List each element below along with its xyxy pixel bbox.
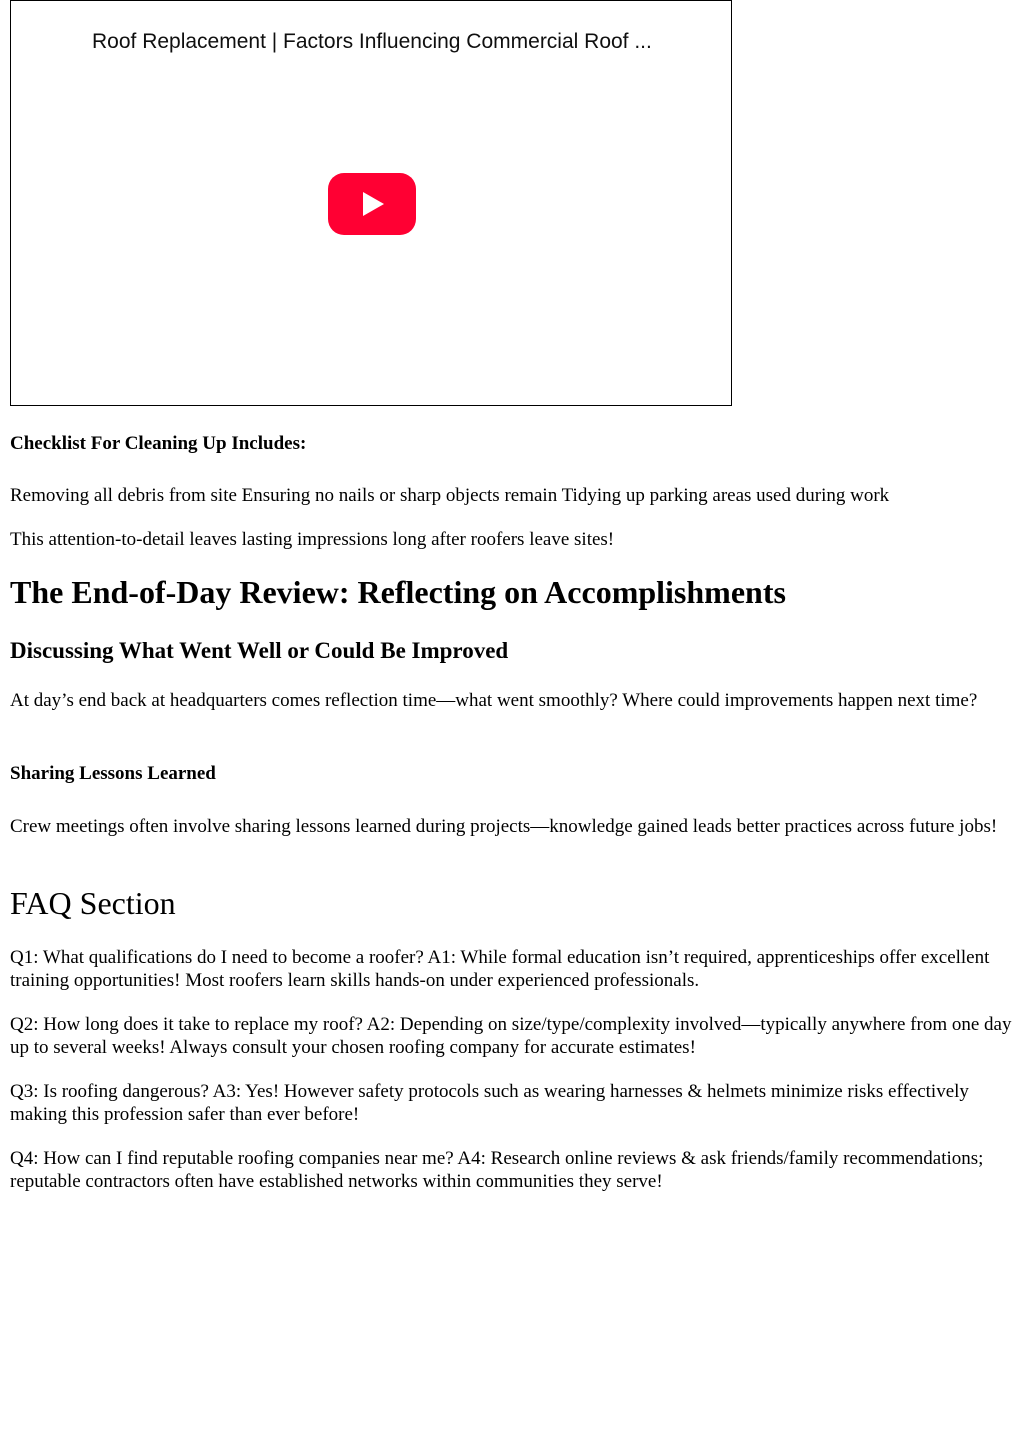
review-heading: The End-of-Day Review: Reflecting on Accomplishments xyxy=(10,574,786,610)
youtube-play-icon xyxy=(328,173,416,235)
review-paragraph-reflection: At day’s end back at headquarters comes reflection time—what went smoothly? Where could improvements happen next time? xyxy=(10,690,978,711)
checklist-heading: Checklist For Cleaning Up Includes: xyxy=(10,433,307,454)
checklist-items: Removing all debris from site Ensuring no nails or sharp objects remain Tidying up parking areas used during work xyxy=(10,485,890,506)
faq-heading: FAQ Section xyxy=(10,885,176,921)
review-subheading-improved: Discussing What Went Well or Could Be Improved xyxy=(10,638,509,663)
video-title[interactable]: Roof Replacement | Factors Influencing Commercial Roof ... xyxy=(92,30,652,53)
faq-item-1: Q1: What qualifications do I need to become a roofer? A1: While formal education isn’t required, apprenticeships offer excellent training opportunities! Most roofers learn skills hands-on under experienced professionals. xyxy=(10,947,990,991)
checklist-closing: This attention-to-detail leaves lasting impressions long after roofers leave sites! xyxy=(10,529,615,550)
video-embed[interactable] xyxy=(10,0,732,406)
faq-item-2: Q2: How long does it take to replace my roof? A2: Depending on size/type/complexity involved—typically anywhere from one day up to several weeks! Always consult your chosen roofing company for accurate estimates! xyxy=(10,1014,1012,1058)
review-paragraph-lessons: Crew meetings often involve sharing lessons learned during projects—knowledge gained leads better practices across future jobs! xyxy=(10,816,998,837)
review-subheading-lessons: Sharing Lessons Learned xyxy=(10,763,216,784)
faq-item-3: Q3: Is roofing dangerous? A3: Yes! However safety protocols such as wearing harnesses & helmets minimize risks effectively making this profession safer than ever before! xyxy=(10,1081,969,1125)
youtube-play-button[interactable] xyxy=(328,173,416,235)
faq-item-4: Q4: How can I find reputable roofing companies near me? A4: Research online reviews & ask friends/family recommendations; reputable contractors often have established networks within communities they serve! xyxy=(10,1148,984,1192)
